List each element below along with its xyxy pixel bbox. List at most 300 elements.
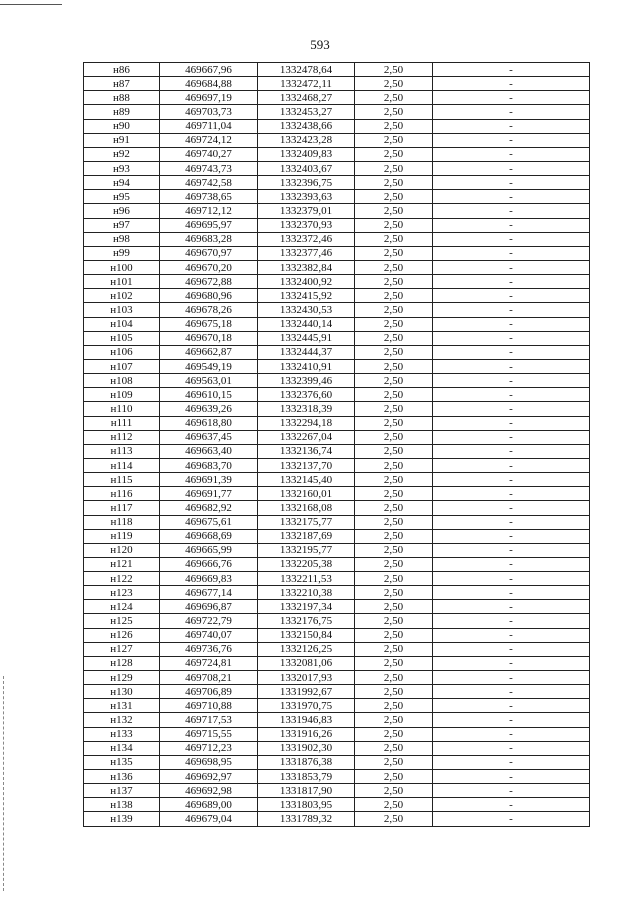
- table-row: [84, 473, 590, 487]
- note-cell: -: [433, 770, 590, 784]
- point-id-cell: н121: [84, 557, 160, 571]
- table-row: [84, 63, 590, 77]
- table-row: [84, 557, 590, 571]
- x-coordinate-cell: 469724,12: [160, 133, 258, 147]
- y-coordinate-cell: 1332423,28: [258, 133, 355, 147]
- x-coordinate-cell: 469696,87: [160, 600, 258, 614]
- note-cell: -: [433, 218, 590, 232]
- note-cell: -: [433, 685, 590, 699]
- note-cell: -: [433, 699, 590, 713]
- x-coordinate-cell: 469703,73: [160, 105, 258, 119]
- x-coordinate-cell: 469706,89: [160, 685, 258, 699]
- accuracy-cell: 2,50: [355, 430, 433, 444]
- x-coordinate-cell: 469736,76: [160, 642, 258, 656]
- table-row: [84, 359, 590, 373]
- accuracy-cell: 2,50: [355, 812, 433, 826]
- accuracy-cell: 2,50: [355, 218, 433, 232]
- y-coordinate-cell: 1332175,77: [258, 515, 355, 529]
- point-id-cell: н94: [84, 176, 160, 190]
- accuracy-cell: 2,50: [355, 529, 433, 543]
- table-row: [84, 685, 590, 699]
- x-coordinate-cell: 469743,73: [160, 161, 258, 175]
- accuracy-cell: 2,50: [355, 487, 433, 501]
- x-coordinate-cell: 469637,45: [160, 430, 258, 444]
- x-coordinate-cell: 469677,14: [160, 586, 258, 600]
- point-id-cell: н96: [84, 204, 160, 218]
- point-id-cell: н92: [84, 147, 160, 161]
- accuracy-cell: 2,50: [355, 147, 433, 161]
- table-row: [84, 713, 590, 727]
- point-id-cell: н97: [84, 218, 160, 232]
- point-id-cell: н119: [84, 529, 160, 543]
- accuracy-cell: 2,50: [355, 275, 433, 289]
- point-id-cell: н122: [84, 572, 160, 586]
- binding-edge-rule: [3, 676, 4, 891]
- point-id-cell: н107: [84, 359, 160, 373]
- note-cell: -: [433, 473, 590, 487]
- point-id-cell: н131: [84, 699, 160, 713]
- table-row: [84, 289, 590, 303]
- y-coordinate-cell: 1332444,37: [258, 345, 355, 359]
- point-id-cell: н90: [84, 119, 160, 133]
- point-id-cell: н120: [84, 543, 160, 557]
- note-cell: -: [433, 812, 590, 826]
- point-id-cell: н130: [84, 685, 160, 699]
- note-cell: -: [433, 176, 590, 190]
- accuracy-cell: 2,50: [355, 416, 433, 430]
- accuracy-cell: 2,50: [355, 713, 433, 727]
- point-id-cell: н104: [84, 317, 160, 331]
- accuracy-cell: 2,50: [355, 543, 433, 557]
- y-coordinate-cell: 1332150,84: [258, 628, 355, 642]
- point-id-cell: н127: [84, 642, 160, 656]
- point-id-cell: н88: [84, 91, 160, 105]
- note-cell: -: [433, 600, 590, 614]
- table-row: [84, 572, 590, 586]
- x-coordinate-cell: 469683,70: [160, 458, 258, 472]
- y-coordinate-cell: 1331803,95: [258, 798, 355, 812]
- y-coordinate-cell: 1331946,83: [258, 713, 355, 727]
- table-row: [84, 430, 590, 444]
- note-cell: -: [433, 458, 590, 472]
- table-row: [84, 388, 590, 402]
- x-coordinate-cell: 469722,79: [160, 614, 258, 628]
- y-coordinate-cell: 1331876,38: [258, 755, 355, 769]
- accuracy-cell: 2,50: [355, 572, 433, 586]
- y-coordinate-cell: 1332399,46: [258, 374, 355, 388]
- note-cell: -: [433, 374, 590, 388]
- table-row: [84, 416, 590, 430]
- y-coordinate-cell: 1332168,08: [258, 501, 355, 515]
- accuracy-cell: 2,50: [355, 501, 433, 515]
- note-cell: -: [433, 359, 590, 373]
- accuracy-cell: 2,50: [355, 374, 433, 388]
- note-cell: -: [433, 444, 590, 458]
- x-coordinate-cell: 469740,07: [160, 628, 258, 642]
- table-row: [84, 458, 590, 472]
- table-row: [84, 501, 590, 515]
- note-cell: -: [433, 204, 590, 218]
- accuracy-cell: 2,50: [355, 515, 433, 529]
- note-cell: -: [433, 303, 590, 317]
- y-coordinate-cell: 1332440,14: [258, 317, 355, 331]
- note-cell: -: [433, 798, 590, 812]
- x-coordinate-cell: 469697,19: [160, 91, 258, 105]
- table-row: [84, 402, 590, 416]
- y-coordinate-cell: 1332438,66: [258, 119, 355, 133]
- note-cell: -: [433, 741, 590, 755]
- y-coordinate-cell: 1332472,11: [258, 77, 355, 91]
- top-edge-rule: [0, 4, 62, 5]
- y-coordinate-cell: 1332376,60: [258, 388, 355, 402]
- point-id-cell: н133: [84, 727, 160, 741]
- y-coordinate-cell: 1331902,30: [258, 741, 355, 755]
- note-cell: -: [433, 642, 590, 656]
- table-row: [84, 628, 590, 642]
- accuracy-cell: 2,50: [355, 402, 433, 416]
- y-coordinate-cell: 1332403,67: [258, 161, 355, 175]
- point-id-cell: н123: [84, 586, 160, 600]
- point-id-cell: н101: [84, 275, 160, 289]
- accuracy-cell: 2,50: [355, 557, 433, 571]
- accuracy-cell: 2,50: [355, 388, 433, 402]
- y-coordinate-cell: 1332372,46: [258, 232, 355, 246]
- y-coordinate-cell: 1332370,93: [258, 218, 355, 232]
- x-coordinate-cell: 469670,18: [160, 331, 258, 345]
- table-row: [84, 699, 590, 713]
- point-id-cell: н115: [84, 473, 160, 487]
- table-row: [84, 317, 590, 331]
- x-coordinate-cell: 469610,15: [160, 388, 258, 402]
- note-cell: -: [433, 331, 590, 345]
- note-cell: -: [433, 317, 590, 331]
- accuracy-cell: 2,50: [355, 642, 433, 656]
- note-cell: -: [433, 133, 590, 147]
- note-cell: -: [433, 529, 590, 543]
- note-cell: -: [433, 289, 590, 303]
- y-coordinate-cell: 1331817,90: [258, 784, 355, 798]
- table-row: [84, 119, 590, 133]
- accuracy-cell: 2,50: [355, 303, 433, 317]
- table-row: [84, 727, 590, 741]
- point-id-cell: н135: [84, 755, 160, 769]
- y-coordinate-cell: 1332379,01: [258, 204, 355, 218]
- table-row: [84, 798, 590, 812]
- x-coordinate-cell: 469695,97: [160, 218, 258, 232]
- note-cell: -: [433, 260, 590, 274]
- x-coordinate-cell: 469708,21: [160, 671, 258, 685]
- y-coordinate-cell: 1332377,46: [258, 246, 355, 260]
- note-cell: -: [433, 388, 590, 402]
- point-id-cell: н106: [84, 345, 160, 359]
- x-coordinate-cell: 469738,65: [160, 190, 258, 204]
- point-id-cell: н89: [84, 105, 160, 119]
- coordinates-table-body: [84, 63, 590, 827]
- accuracy-cell: 2,50: [355, 741, 433, 755]
- table-row: [84, 105, 590, 119]
- y-coordinate-cell: 1332294,18: [258, 416, 355, 430]
- y-coordinate-cell: 1332136,74: [258, 444, 355, 458]
- x-coordinate-cell: 469665,99: [160, 543, 258, 557]
- point-id-cell: н136: [84, 770, 160, 784]
- y-coordinate-cell: 1332382,84: [258, 260, 355, 274]
- accuracy-cell: 2,50: [355, 345, 433, 359]
- point-id-cell: н87: [84, 77, 160, 91]
- accuracy-cell: 2,50: [355, 628, 433, 642]
- table-row: [84, 770, 590, 784]
- point-id-cell: н112: [84, 430, 160, 444]
- note-cell: -: [433, 671, 590, 685]
- y-coordinate-cell: 1331970,75: [258, 699, 355, 713]
- table-row: [84, 642, 590, 656]
- x-coordinate-cell: 469668,69: [160, 529, 258, 543]
- table-row: [84, 529, 590, 543]
- table-row: [84, 586, 590, 600]
- table-row: [84, 374, 590, 388]
- y-coordinate-cell: 1332187,69: [258, 529, 355, 543]
- point-id-cell: н105: [84, 331, 160, 345]
- point-id-cell: н129: [84, 671, 160, 685]
- y-coordinate-cell: 1332017,93: [258, 671, 355, 685]
- y-coordinate-cell: 1332205,38: [258, 557, 355, 571]
- accuracy-cell: 2,50: [355, 204, 433, 218]
- accuracy-cell: 2,50: [355, 190, 433, 204]
- note-cell: -: [433, 119, 590, 133]
- table-row: [84, 176, 590, 190]
- note-cell: -: [433, 586, 590, 600]
- x-coordinate-cell: 469667,96: [160, 63, 258, 77]
- point-id-cell: н132: [84, 713, 160, 727]
- note-cell: -: [433, 63, 590, 77]
- accuracy-cell: 2,50: [355, 671, 433, 685]
- note-cell: -: [433, 246, 590, 260]
- accuracy-cell: 2,50: [355, 473, 433, 487]
- note-cell: -: [433, 190, 590, 204]
- y-coordinate-cell: 1332195,77: [258, 543, 355, 557]
- point-id-cell: н113: [84, 444, 160, 458]
- table-row: [84, 444, 590, 458]
- accuracy-cell: 2,50: [355, 176, 433, 190]
- note-cell: -: [433, 416, 590, 430]
- point-id-cell: н117: [84, 501, 160, 515]
- y-coordinate-cell: 1332396,75: [258, 176, 355, 190]
- table-row: [84, 91, 590, 105]
- accuracy-cell: 2,50: [355, 133, 433, 147]
- y-coordinate-cell: 1332137,70: [258, 458, 355, 472]
- note-cell: -: [433, 755, 590, 769]
- table-row: [84, 741, 590, 755]
- accuracy-cell: 2,50: [355, 699, 433, 713]
- y-coordinate-cell: 1332145,40: [258, 473, 355, 487]
- x-coordinate-cell: 469618,80: [160, 416, 258, 430]
- table-row: [84, 331, 590, 345]
- accuracy-cell: 2,50: [355, 784, 433, 798]
- note-cell: -: [433, 345, 590, 359]
- x-coordinate-cell: 469710,88: [160, 699, 258, 713]
- point-id-cell: н128: [84, 656, 160, 670]
- x-coordinate-cell: 469724,81: [160, 656, 258, 670]
- note-cell: -: [433, 713, 590, 727]
- accuracy-cell: 2,50: [355, 331, 433, 345]
- x-coordinate-cell: 469711,04: [160, 119, 258, 133]
- y-coordinate-cell: 1332409,83: [258, 147, 355, 161]
- note-cell: -: [433, 147, 590, 161]
- accuracy-cell: 2,50: [355, 91, 433, 105]
- note-cell: -: [433, 402, 590, 416]
- table-row: [84, 303, 590, 317]
- note-cell: -: [433, 543, 590, 557]
- note-cell: -: [433, 501, 590, 515]
- table-row: [84, 246, 590, 260]
- point-id-cell: н126: [84, 628, 160, 642]
- y-coordinate-cell: 1332430,53: [258, 303, 355, 317]
- accuracy-cell: 2,50: [355, 232, 433, 246]
- table-row: [84, 204, 590, 218]
- point-id-cell: н103: [84, 303, 160, 317]
- accuracy-cell: 2,50: [355, 458, 433, 472]
- x-coordinate-cell: 469691,77: [160, 487, 258, 501]
- y-coordinate-cell: 1332400,92: [258, 275, 355, 289]
- accuracy-cell: 2,50: [355, 600, 433, 614]
- x-coordinate-cell: 469682,92: [160, 501, 258, 515]
- note-cell: -: [433, 572, 590, 586]
- accuracy-cell: 2,50: [355, 798, 433, 812]
- y-coordinate-cell: 1332318,39: [258, 402, 355, 416]
- table-row: [84, 218, 590, 232]
- accuracy-cell: 2,50: [355, 770, 433, 784]
- accuracy-cell: 2,50: [355, 105, 433, 119]
- note-cell: -: [433, 628, 590, 642]
- y-coordinate-cell: 1332468,27: [258, 91, 355, 105]
- table-row: [84, 190, 590, 204]
- x-coordinate-cell: 469689,00: [160, 798, 258, 812]
- point-id-cell: н125: [84, 614, 160, 628]
- y-coordinate-cell: 1332410,91: [258, 359, 355, 373]
- point-id-cell: н116: [84, 487, 160, 501]
- point-id-cell: н134: [84, 741, 160, 755]
- y-coordinate-cell: 1331916,26: [258, 727, 355, 741]
- x-coordinate-cell: 469679,04: [160, 812, 258, 826]
- accuracy-cell: 2,50: [355, 614, 433, 628]
- y-coordinate-cell: 1332453,27: [258, 105, 355, 119]
- x-coordinate-cell: 469563,01: [160, 374, 258, 388]
- table-row: [84, 515, 590, 529]
- accuracy-cell: 2,50: [355, 289, 433, 303]
- x-coordinate-cell: 469712,23: [160, 741, 258, 755]
- x-coordinate-cell: 469675,61: [160, 515, 258, 529]
- x-coordinate-cell: 469666,76: [160, 557, 258, 571]
- x-coordinate-cell: 469712,12: [160, 204, 258, 218]
- y-coordinate-cell: 1332081,06: [258, 656, 355, 670]
- table-row: [84, 260, 590, 274]
- table-row: [84, 671, 590, 685]
- x-coordinate-cell: 469678,26: [160, 303, 258, 317]
- accuracy-cell: 2,50: [355, 317, 433, 331]
- point-id-cell: н109: [84, 388, 160, 402]
- x-coordinate-cell: 469663,40: [160, 444, 258, 458]
- note-cell: -: [433, 656, 590, 670]
- x-coordinate-cell: 469670,97: [160, 246, 258, 260]
- table-row: [84, 133, 590, 147]
- table-row: [84, 656, 590, 670]
- note-cell: -: [433, 161, 590, 175]
- accuracy-cell: 2,50: [355, 685, 433, 699]
- accuracy-cell: 2,50: [355, 586, 433, 600]
- point-id-cell: н111: [84, 416, 160, 430]
- point-id-cell: н118: [84, 515, 160, 529]
- table-row: [84, 275, 590, 289]
- accuracy-cell: 2,50: [355, 727, 433, 741]
- x-coordinate-cell: 469742,58: [160, 176, 258, 190]
- table-row: [84, 543, 590, 557]
- point-id-cell: н99: [84, 246, 160, 260]
- x-coordinate-cell: 469680,96: [160, 289, 258, 303]
- table-row: [84, 487, 590, 501]
- note-cell: -: [433, 430, 590, 444]
- y-coordinate-cell: 1332197,34: [258, 600, 355, 614]
- point-id-cell: н98: [84, 232, 160, 246]
- point-id-cell: н114: [84, 458, 160, 472]
- note-cell: -: [433, 784, 590, 798]
- point-id-cell: н139: [84, 812, 160, 826]
- x-coordinate-cell: 469692,97: [160, 770, 258, 784]
- table-row: [84, 161, 590, 175]
- note-cell: -: [433, 614, 590, 628]
- y-coordinate-cell: 1331992,67: [258, 685, 355, 699]
- page-number: 593: [310, 37, 330, 52]
- point-id-cell: н110: [84, 402, 160, 416]
- point-id-cell: н93: [84, 161, 160, 175]
- point-id-cell: н91: [84, 133, 160, 147]
- x-coordinate-cell: 469669,83: [160, 572, 258, 586]
- x-coordinate-cell: 469715,55: [160, 727, 258, 741]
- y-coordinate-cell: 1332176,75: [258, 614, 355, 628]
- note-cell: -: [433, 91, 590, 105]
- note-cell: -: [433, 727, 590, 741]
- y-coordinate-cell: 1332393,63: [258, 190, 355, 204]
- accuracy-cell: 2,50: [355, 755, 433, 769]
- accuracy-cell: 2,50: [355, 119, 433, 133]
- table-row: [84, 345, 590, 359]
- x-coordinate-cell: 469675,18: [160, 317, 258, 331]
- table-row: [84, 232, 590, 246]
- x-coordinate-cell: 469692,98: [160, 784, 258, 798]
- table-row: [84, 784, 590, 798]
- point-id-cell: н102: [84, 289, 160, 303]
- x-coordinate-cell: 469698,95: [160, 755, 258, 769]
- x-coordinate-cell: 469683,28: [160, 232, 258, 246]
- table-row: [84, 147, 590, 161]
- accuracy-cell: 2,50: [355, 63, 433, 77]
- x-coordinate-cell: 469672,88: [160, 275, 258, 289]
- accuracy-cell: 2,50: [355, 444, 433, 458]
- point-id-cell: н137: [84, 784, 160, 798]
- y-coordinate-cell: 1332267,04: [258, 430, 355, 444]
- x-coordinate-cell: 469740,27: [160, 147, 258, 161]
- note-cell: -: [433, 232, 590, 246]
- point-id-cell: н100: [84, 260, 160, 274]
- accuracy-cell: 2,50: [355, 161, 433, 175]
- y-coordinate-cell: 1331789,32: [258, 812, 355, 826]
- point-id-cell: н86: [84, 63, 160, 77]
- accuracy-cell: 2,50: [355, 77, 433, 91]
- table-row: [84, 600, 590, 614]
- table-row: [84, 755, 590, 769]
- y-coordinate-cell: 1332126,25: [258, 642, 355, 656]
- point-id-cell: н124: [84, 600, 160, 614]
- y-coordinate-cell: 1332478,64: [258, 63, 355, 77]
- note-cell: -: [433, 557, 590, 571]
